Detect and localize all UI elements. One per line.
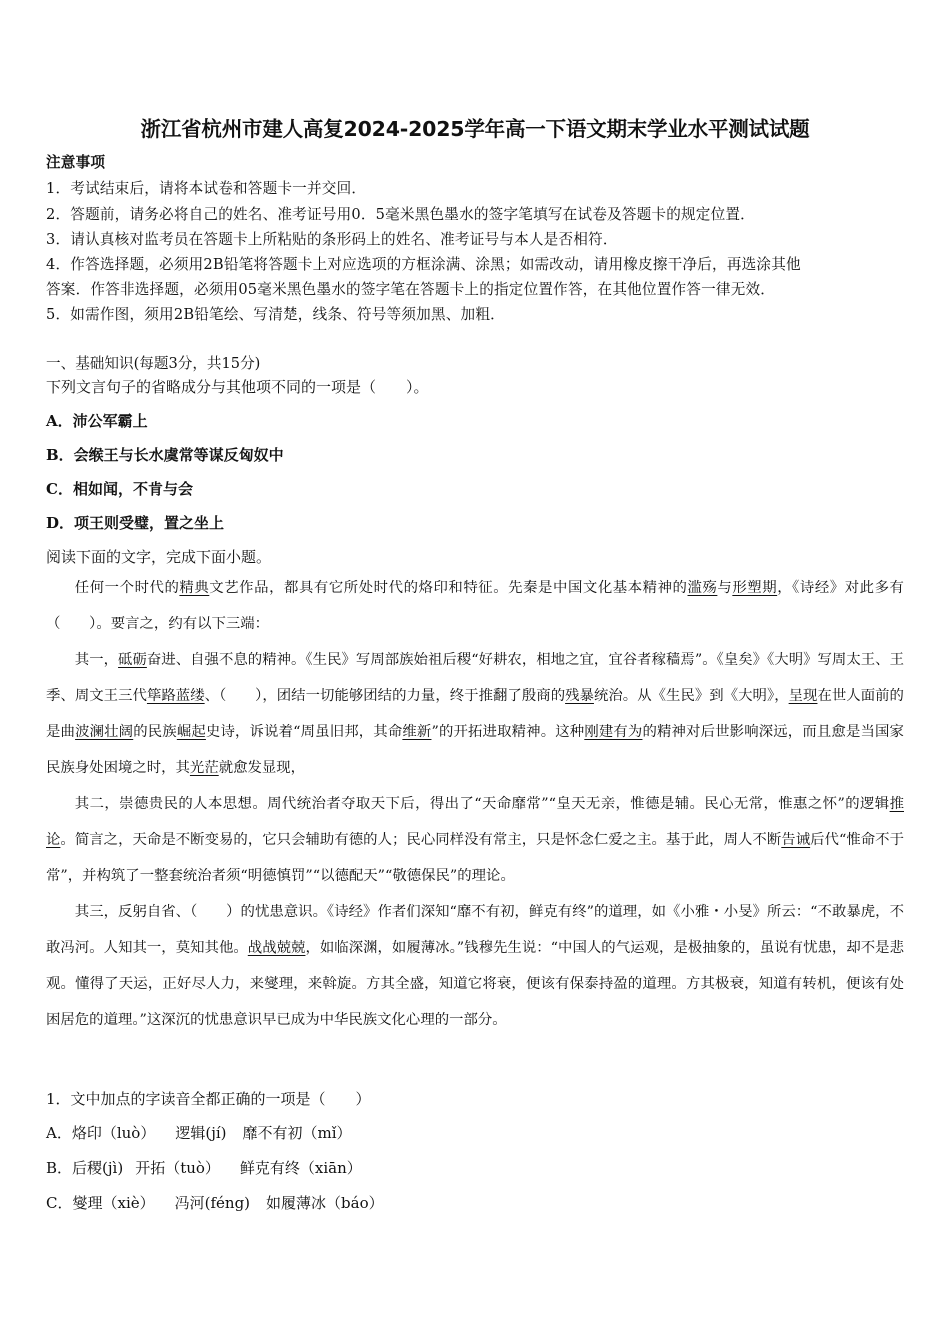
option-c: C．相如闻，不肯与会 bbox=[46, 480, 193, 498]
option-a: A．沛公军霸上 bbox=[46, 412, 148, 430]
notice-item: 5．如需作图，须用2B铅笔绘、写清楚，线条、符号等须加黑、加粗． bbox=[46, 306, 505, 323]
reading-intro: 阅读下面的文字，完成下面小题。 bbox=[46, 548, 272, 566]
q1-option-c: C．燮理（xiè） 冯河(féng) 如履薄冰（báo） bbox=[46, 1194, 384, 1212]
paragraph-3: 其二，崇德贵民的人本思想。周代统治者夺取天下后，得出了“天命靡常”“皇天无亲，惟德是辅。民心无常，惟惠之怀”的逻辑推论。简言之，天命是不断变易的，它只会辅助有德的人；民心同样没有常主，只是怀念仁爱之主。基于此，周人不断告诫后代“惟命不于常”，并构筑了一整套统治者须“明德慎罚”“以德配天”“敬德保民”的理论。 bbox=[46, 796, 904, 884]
notice-heading: 注意事项 bbox=[46, 154, 106, 171]
notice-item: 1．考试结束后，请将本试卷和答题卡一并交回． bbox=[46, 180, 367, 197]
reading-passage bbox=[46, 570, 904, 1038]
option-d: D．项王则受璧，置之坐上 bbox=[46, 514, 225, 532]
paragraph-4: 其三，反躬自省、（ ）的忧患意识。《诗经》作者们深知“靡不有初，鲜克有终”的道理，如《小雅・小旻》所云：“不敢暴虎，不敢冯河。人知其一，莫知其他。战战兢兢，如临深渊，如履薄冰。”钱穆先生说：“中国人的气运观，是极抽象的，虽说有忧患，却不是悲观。懂得了天运，正好尽人力，来燮理，来斡旋。方其全盛，知道它将衰，便该有保泰持盈的道理。方其极衰，知道有转机，便该有处困居危的道理。”这深沉的忧患意识早已成为中华民族文化心理的一部分。 bbox=[46, 904, 904, 1028]
paragraph-1: 任何一个时代的精典文艺作品，都具有它所处时代的烙印和特征。先秦是中国文化基本精神的滥殇与形塑期，《诗经》对此多有（ ）。要言之，约有以下三端： bbox=[46, 580, 904, 632]
page-title: 浙江省杭州市建人高复2024-2025学年高一下语文期末学业水平测试试题 bbox=[140, 117, 810, 141]
option-b: B．会缑王与长水虞常等谋反匈奴中 bbox=[46, 446, 284, 464]
q1-option-b: B．后稷(jì) 开拓（tuò） 鲜克有终（xiān） bbox=[46, 1159, 362, 1177]
notice-item: 3．请认真核对监考员在答题卡上所粘贴的条形码上的姓名、准考证号与本人是否相符． bbox=[46, 231, 618, 248]
question-stem: 下列文言句子的省略成分与其他项不同的一项是（ ）。 bbox=[46, 378, 429, 396]
notice-item: 答案．作答非选择题，必须用05毫米黑色墨水的签字笔在答题卡上的指定位置作答，在其他位置作答一律无效． bbox=[46, 281, 776, 298]
paragraph-2: 其一，砥砺奋进、自强不息的精神。《生民》写周部族始祖后稷“好耕农，相地之宜，宜谷者稼穑焉”。《皇矣》《大明》写周太王、王季、周文王三代筚路蓝缕、（ ），团结一切能够团结的力量，终于推翻了殷商的残暴统治。从《生民》到《大明》，呈现在世人面前的是曲波澜壮阔的民族崛起史诗，诉说着“周虽旧邦，其命维新”的开拓进取精神。这种刚建有为的精神对后世影响深远，而且愈是当国家民族身处困境之时，其光茫就愈发显现， bbox=[46, 652, 904, 776]
q1-option-a: A．烙印（luò） 逻辑(jí) 靡不有初（mǐ） bbox=[46, 1124, 352, 1142]
question-1-stem: 1．文中加点的字读音全都正确的一项是（ ） bbox=[46, 1090, 371, 1108]
section-heading: 一、基础知识(每题3分，共15分) bbox=[46, 355, 261, 372]
notice-item: 2．答题前，请务必将自己的姓名、准考证号用0．5毫米黑色墨水的签字笔填写在试卷及答题卡的规定位置． bbox=[46, 206, 755, 223]
notice-item: 4．作答选择题，必须用2B铅笔将答题卡上对应选项的方框涂满、涂黑；如需改动，请用橡皮擦干净后，再选涂其他 bbox=[46, 256, 801, 273]
